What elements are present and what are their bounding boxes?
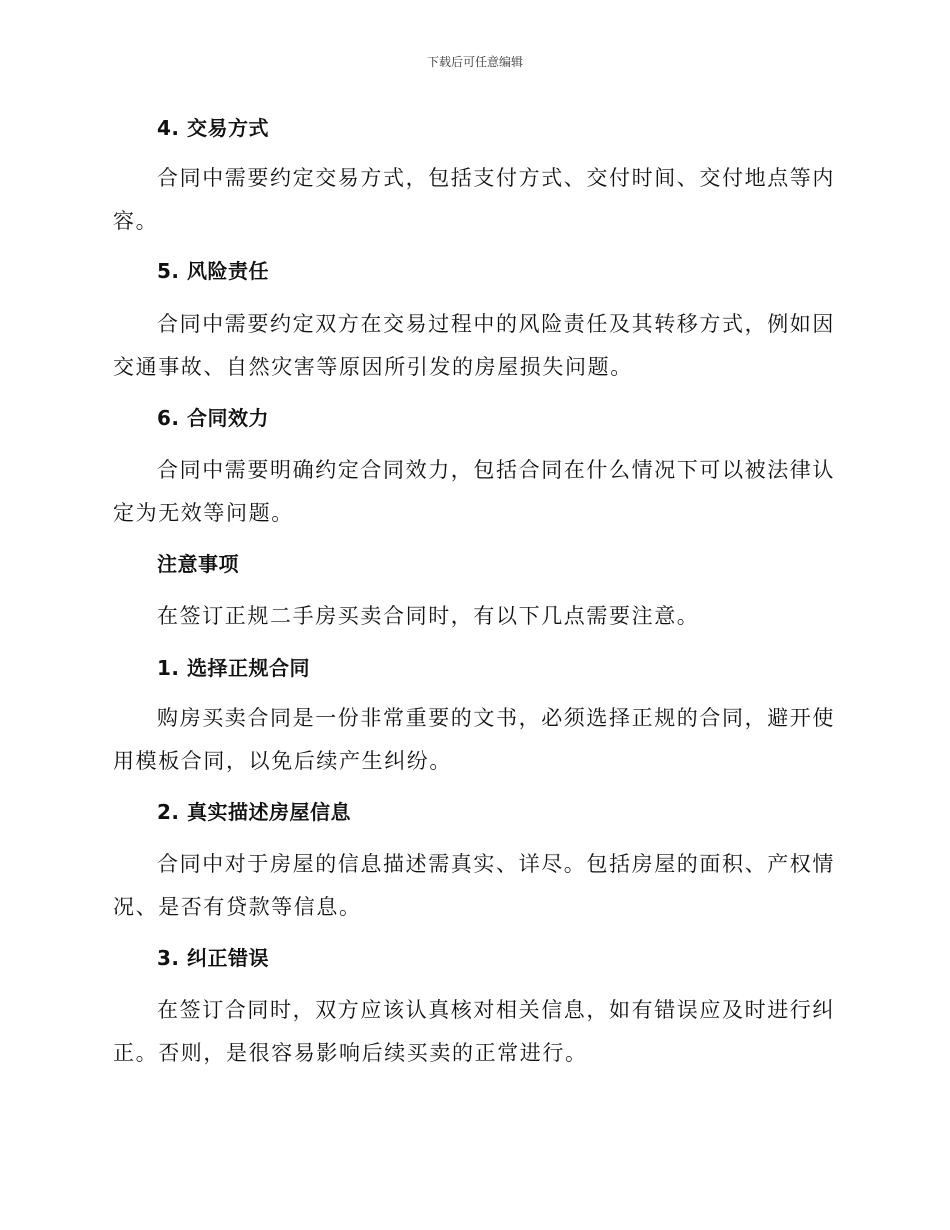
paragraph-choose-contract: 购房买卖合同是一份非常重要的文书，必须选择正规的合同，避开使用模板合同，以免后续产生纠纷。 <box>113 706 835 773</box>
paragraph-risk: 合同中需要约定双方在交易过程中的风险责任及其转移方式，例如因交通事故、自然灾害等原因所引发的房屋损失问题。 <box>113 312 835 379</box>
section-heading-notes: 注意事项 <box>157 552 239 576</box>
section-heading-choose-contract: 1. 选择正规合同 <box>157 656 310 680</box>
section-heading-trade-method: 4. 交易方式 <box>157 116 269 140</box>
paragraph-notes: 在签订正规二手房买卖合同时，有以下几点需要注意。 <box>157 604 700 628</box>
paragraph-validity: 合同中需要明确约定合同效力，包括合同在什么情况下可以被法律认定为无效等问题。 <box>113 458 835 525</box>
page-header: 下载后可任意编辑 <box>426 55 523 69</box>
paragraph-correct-errors: 在签订合同时，双方应该认真核对相关信息，如有错误应及时进行纠正。否则，是很容易影响后续买卖的正常进行。 <box>113 998 835 1065</box>
paragraph-trade-method: 合同中需要约定交易方式，包括支付方式、交付时间、交付地点等内容。 <box>113 166 835 233</box>
section-heading-risk: 5. 风险责任 <box>157 259 269 283</box>
section-heading-validity: 6. 合同效力 <box>157 406 269 430</box>
section-heading-correct-errors: 3. 纠正错误 <box>157 946 269 970</box>
paragraph-house-info: 合同中对于房屋的信息描述需真实、详尽。包括房屋的面积、产权情况、是否有贷款等信息。 <box>113 852 835 919</box>
section-heading-house-info: 2. 真实描述房屋信息 <box>157 800 351 824</box>
